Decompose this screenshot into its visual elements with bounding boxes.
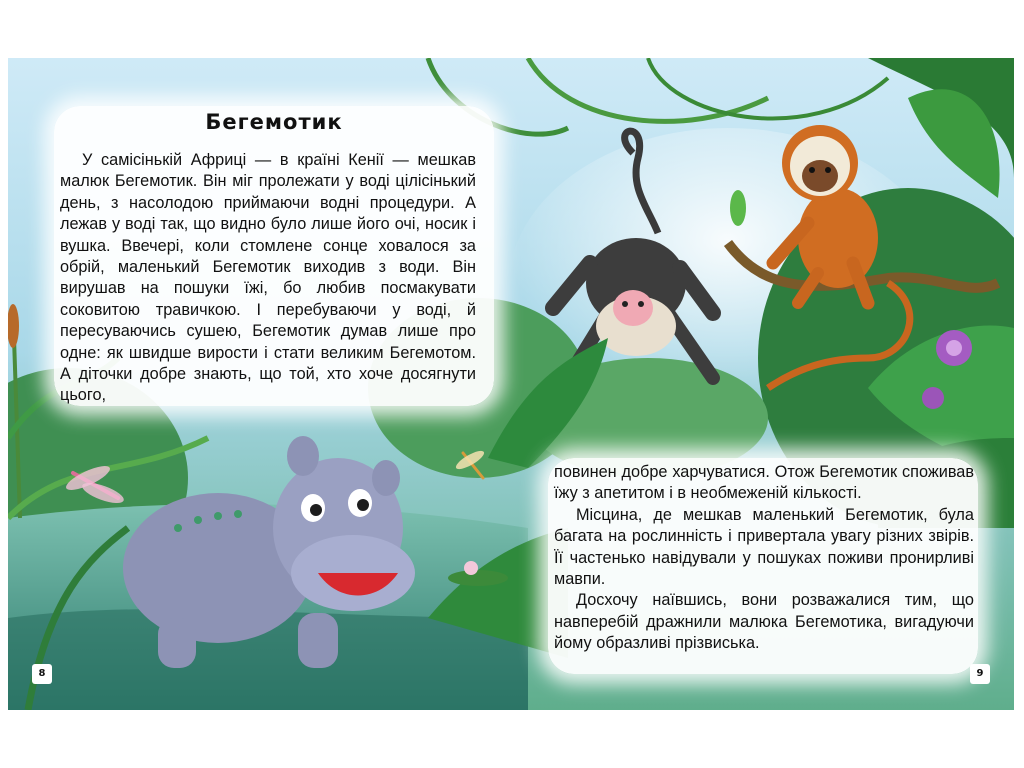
story-paragraph: У самісінькій Африці — в країні Кенії — мешкав малюк Бегемотик. Він міг пролежати у воді цілісінький день, з насолодою приймаючи водні процедури. А лежав у воді так, що видно було лише його очі, носик і вушка. Ввечері, коли стомлене сонце ховалося за обрій, маленький Бегемотик виходив з води. Він вирушав на пошуки їжі, бо любив посмакувати соковитою травичкою. І перебуваючи у воді, й пересуваючись сушею, Бегемотик думав лише про одне: як швидше вирости і стати великим Бегемотом. А діточки добре знають, що той, хто хоче досягнути цього, xyxy=(60,151,476,405)
story-paragraph: повинен добре харчуватися. Отож Бегемотик споживав їжу з апетитом і в необмеженій кількості. xyxy=(554,463,974,503)
story-paragraph: Досхочу наївшись, вони розважалися тим, що навперебій дражнили малюка Бегемотика, вигадуючи йому образливі прізвиська. xyxy=(554,591,974,653)
story-title: Бегемотик xyxy=(205,110,343,134)
page-number-left: 8 xyxy=(32,664,52,684)
story-text-right xyxy=(554,462,974,655)
book-spread xyxy=(8,58,1014,710)
story-text-left xyxy=(60,150,476,407)
page-number-right: 9 xyxy=(970,664,990,684)
story-paragraph: Місцина, де мешкав маленький Бегемотик, була багата на рослинність і привертала увагу різних звірів. Її частенько навідували у пошуках поживи пронирливі мавпи. xyxy=(554,505,974,589)
